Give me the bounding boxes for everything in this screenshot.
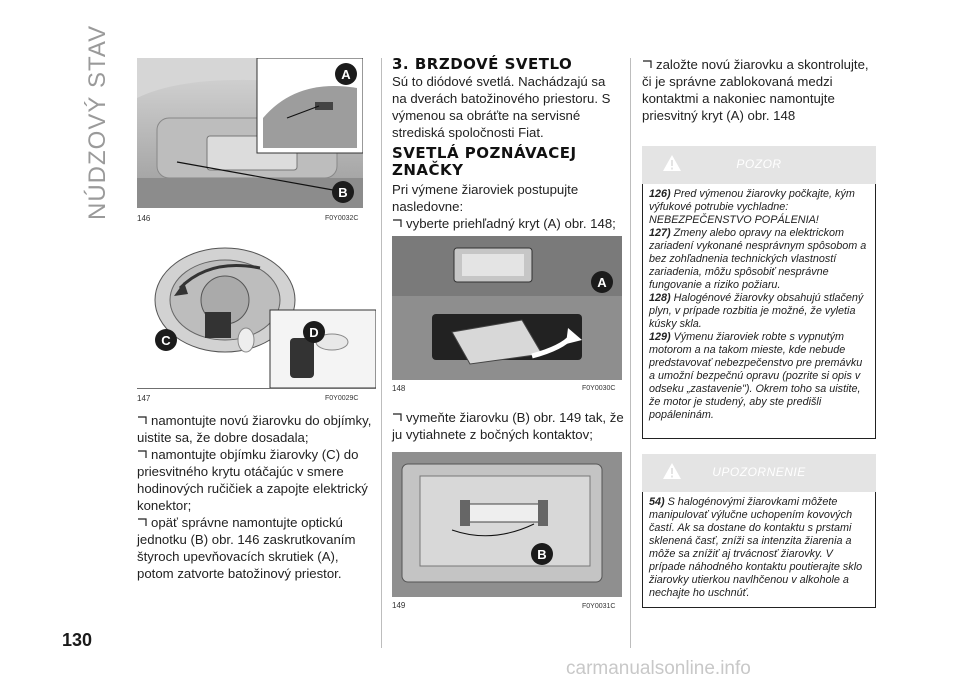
figure-146: [137, 58, 363, 208]
warning-box-header: [642, 146, 876, 184]
figure-147-code: F0Y0029C: [325, 395, 359, 402]
label-b: B: [537, 547, 547, 562]
figure-147-number: 147: [137, 394, 151, 403]
label-a: A: [341, 67, 351, 82]
column-divider-1: [381, 58, 382, 648]
figure-146-number: 146: [137, 214, 151, 223]
figure-146-code: F0Y0032C: [325, 215, 359, 222]
square-bullet-icon: [137, 518, 148, 527]
heading-plate-lights: SVETLÁ POZNÁVACEJ ZNAČKY: [392, 144, 577, 179]
watermark-text: carmanualsonline.info: [566, 658, 751, 679]
col2-bullet-2: vymeňte žiarovku (B) obr. 149 tak, že ju vytiahnete z bočných kontaktov;: [392, 410, 624, 442]
square-bullet-icon: [392, 219, 403, 228]
square-bullet-icon: [392, 413, 403, 422]
figure-148: [392, 236, 622, 380]
figure-149: [392, 452, 622, 597]
section-side-title: NÚDZOVÝ STAV: [84, 24, 111, 220]
col2-bullet-1: vyberte priehľadný kryt (A) obr. 148;: [392, 215, 624, 232]
warning-box-body: [642, 184, 876, 439]
label-d: D: [309, 325, 319, 340]
col1-bullets: [137, 412, 375, 582]
square-bullet-icon: [137, 416, 148, 425]
label-a: A: [597, 275, 607, 290]
square-bullet-icon: [137, 450, 148, 459]
figure-149-number: 149: [392, 601, 406, 610]
label-b: B: [338, 185, 348, 200]
col2-para-2: Pri výmene žiaroviek postupujte nasledovne:: [392, 182, 579, 214]
col1-bullet-3: opäť správne namontujte optickú jednotku (B) obr. 146 zaskrutkovaním štyroch upevňovacích skrutiek (A), potom zatvorte batožinový priestor.: [137, 515, 356, 581]
caution-title: UPOZORNENIE: [712, 465, 806, 479]
warning-item-128: 128) Halogénové žiarovky obsahujú stlačený plyn, v prípade rozbitia je možné, že vyletia kúsky skla.: [649, 292, 864, 330]
warning-title: POZOR: [736, 157, 782, 171]
figure-148-number: 148: [392, 384, 406, 393]
figure-147: [150, 238, 376, 388]
caution-box-header: [642, 454, 876, 492]
warning-item-129: 129) Výmenu žiaroviek robte s vypnutým motorom a na takom mieste, kde nebude predstavovať nebezpečenstvo pre premávku a umožní bezpečnú opravu (pozrite si opis v odseku „zastavenie"). Okrem toho sa uistite, že motor je studený, aby ste predišli popáleninám.: [649, 331, 863, 421]
col1-bullet-2: namontujte objímku žiarovky (C) do priesvitného krytu otáčajúc v smere hodinových ručičiek a zapojte elektrický konektor;: [137, 447, 368, 513]
col1-bullet-1: namontujte novú žiarovku do objímky, uistite sa, že dobre dosadala;: [137, 413, 372, 445]
warning-item-126: 126) Pred výmenou žiarovky počkajte, kým výfukové potrubie vychladne: NEBEZPEČENSTVO POPÁLENIA!: [649, 188, 855, 226]
square-bullet-icon: [642, 60, 653, 69]
warning-item-127: 127) Zmeny alebo opravy na elektrickom zariadení vykonané nesprávnym spôsobom a bez zohľadnenia technických vlastností zariadenia, môžu spôsobiť nesprávne fungovanie a riziko požiaru.: [649, 227, 867, 291]
label-c: C: [161, 333, 171, 348]
figure-147-rule: [137, 388, 376, 389]
figure-149-code: F0Y0031C: [582, 603, 616, 610]
col3-bullet-1: založte novú žiarovku a skontrolujte, či je správne zablokovaná medzi kontaktmi a nakoniec namontujte priesvitný kryt (A) obr. 148: [642, 57, 869, 123]
heading-brake-light: 3. BRZDOVÉ SVETLO: [392, 55, 573, 73]
caution-box-body: [642, 492, 876, 608]
figure-148-code: F0Y0030C: [582, 385, 616, 392]
page-number: 130: [62, 630, 93, 650]
column-divider-2: [630, 58, 631, 648]
col2-para-1: Sú to diódové svetlá. Nachádzajú sa na dverách batožinového priestoru. S výmenou sa obráťte na servisné strediská spoločnosti Fiat.: [392, 74, 611, 140]
caution-item-54: 54) S halogénovými žiarovkami môžete manipulovať výlučne uchopením kovových častí. Ak sa dostane do kontaktu s prstami sklenená časť, zníži sa intenzita žiarenia a môže sa znížiť aj trvácnosť žiarovky. V prípade náhodného kontaktu poutierajte sklo žiarovky utierkou navlhčenou v alkohole a nechajte ho uschnúť.: [649, 496, 863, 599]
